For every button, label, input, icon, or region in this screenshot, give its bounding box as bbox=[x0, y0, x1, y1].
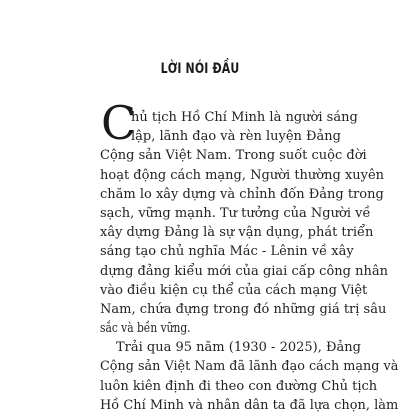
text-line: lập, lãnh đạo và rèn luyện Đảng bbox=[131, 129, 341, 145]
drop-cap: C bbox=[101, 96, 137, 150]
text-line: hủ tịch Hồ Chí Minh là người sáng bbox=[131, 110, 358, 125]
text-line: sạch, vững mạnh. Tư tưởng của Người về bbox=[100, 205, 371, 221]
text-line: luôn kiên định đi theo con đường Chủ tịch bbox=[100, 378, 378, 394]
text-line: Hồ Chí Minh và nhân dân ta đã lựa chọn, làm bbox=[100, 397, 399, 413]
text-line: sáng tạo chủ nghĩa Mác - Lênin về xây bbox=[100, 244, 354, 260]
page-title: LỜI NÓI ĐẦU bbox=[160, 61, 240, 77]
text-line: hoạt động cách mạng, Người thường xuyên bbox=[100, 167, 385, 183]
text-line: Nam, chứa đựng trong đó những giá trị sâu bbox=[100, 301, 387, 317]
text-line: Trải qua 95 năm (1930 - 2025), Đảng bbox=[116, 340, 361, 356]
text-line: sắc và bền vững. bbox=[100, 321, 191, 337]
text-line: dựng đảng kiểu mới của giai cấp công nhân bbox=[100, 263, 388, 279]
text-line: chăm lo xây dựng và chỉnh đốn Đảng trong bbox=[100, 186, 384, 202]
body-text bbox=[100, 108, 402, 415]
text-line: Cộng sản Việt Nam. Trong suốt cuộc đời bbox=[100, 148, 367, 164]
text-line: vào điều kiện cụ thể của cách mạng Việt bbox=[100, 282, 368, 298]
text-line: xây dựng Đảng là sự vận dụng, phát triển bbox=[100, 225, 374, 241]
text-line: Cộng sản Việt Nam đã lãnh đạo cách mạng và bbox=[100, 359, 399, 375]
